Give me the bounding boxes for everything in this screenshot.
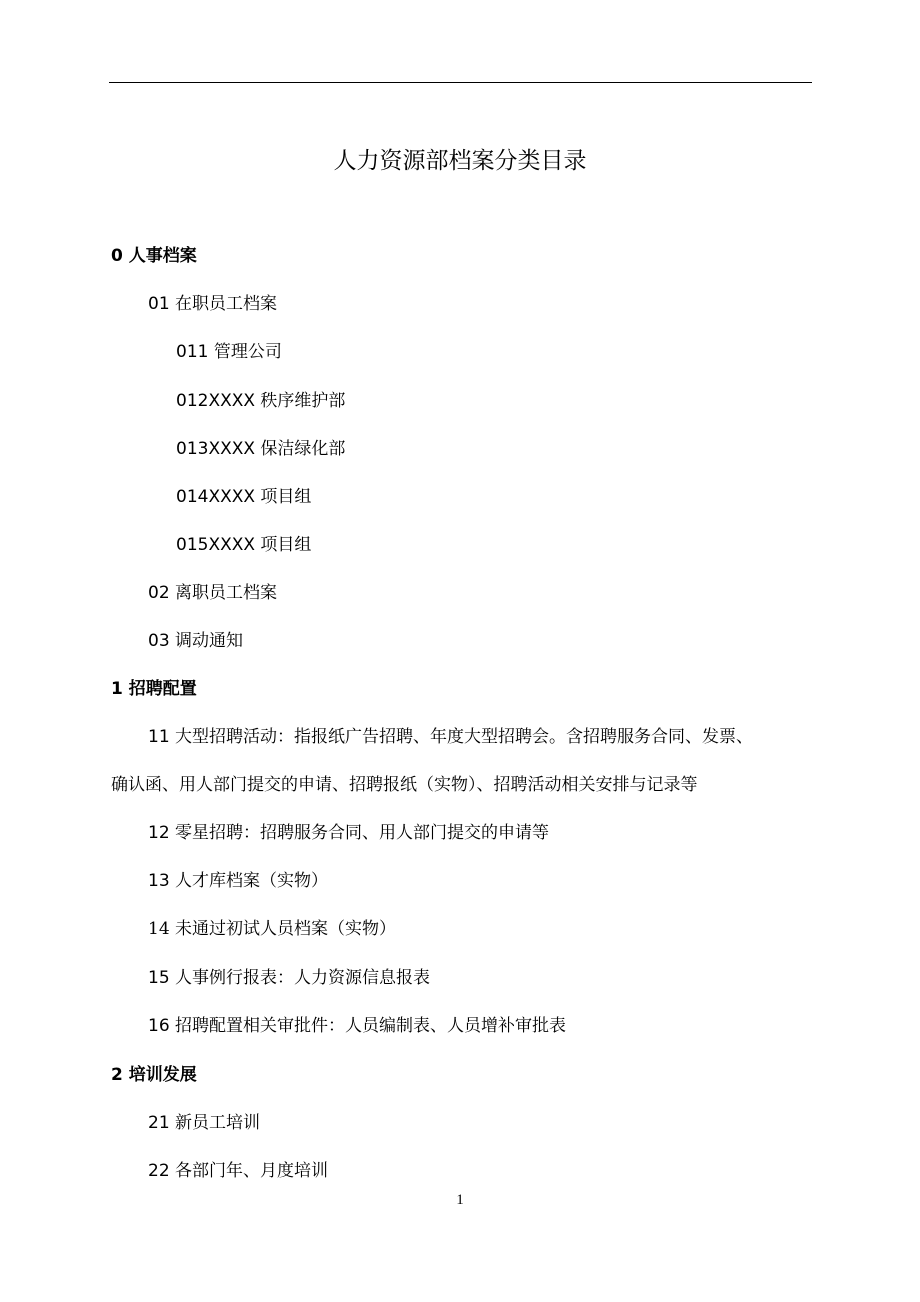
section-heading-recruitment: 1 招聘配置 — [111, 679, 197, 699]
item-11-label: 11 大型招聘活动： — [148, 727, 295, 747]
item-02-former-staff: 02 离职员工档案 — [148, 583, 278, 603]
item-12-label: 12 零星招聘： — [148, 823, 261, 843]
item-013-cleaning-dept: 013XXXX 保洁绿化部 — [176, 439, 346, 459]
item-11-large-recruitment — [148, 724, 753, 750]
item-011-management: 011 管理公司 — [176, 342, 282, 362]
item-12-casual-recruitment — [148, 820, 549, 846]
item-15-routine-reports: 15 人事例行报表：人力资源信息报表 — [148, 968, 431, 988]
header-rule — [109, 82, 812, 83]
section-heading-personnel: 0 人事档案 — [111, 246, 197, 266]
document-title: 人力资源部档案分类目录 — [333, 148, 587, 174]
item-11-description-continued: 确认函、用人部门提交的申请、招聘报纸（实物）、招聘活动相关安排与记录等 — [111, 775, 698, 795]
item-01-current-staff: 01 在职员工档案 — [148, 294, 278, 314]
section-heading-training: 2 培训发展 — [111, 1065, 197, 1085]
item-14-failed-interview: 14 未通过初试人员档案（实物） — [148, 919, 397, 939]
item-014-project-group: 014XXXX 项目组 — [176, 487, 312, 507]
item-03-transfer-notice: 03 调动通知 — [148, 631, 244, 651]
item-015-project-group: 015XXXX 项目组 — [176, 535, 312, 555]
page-number: 1 — [456, 1192, 464, 1208]
item-012-order-dept: 012XXXX 秩序维护部 — [176, 391, 346, 411]
item-22-department-training: 22 各部门年、月度培训 — [148, 1161, 329, 1181]
item-11-description: 指报纸广告招聘、年度大型招聘会。含招聘服务合同、发票、 — [294, 727, 754, 747]
item-16-approval-documents: 16 招聘配置相关审批件：人员编制表、人员增补审批表 — [148, 1016, 567, 1036]
item-12-description: 招聘服务合同、用人部门提交的申请等 — [260, 823, 550, 843]
item-13-talent-pool: 13 人才库档案（实物） — [148, 871, 329, 891]
item-21-new-staff-training: 21 新员工培训 — [148, 1113, 261, 1133]
